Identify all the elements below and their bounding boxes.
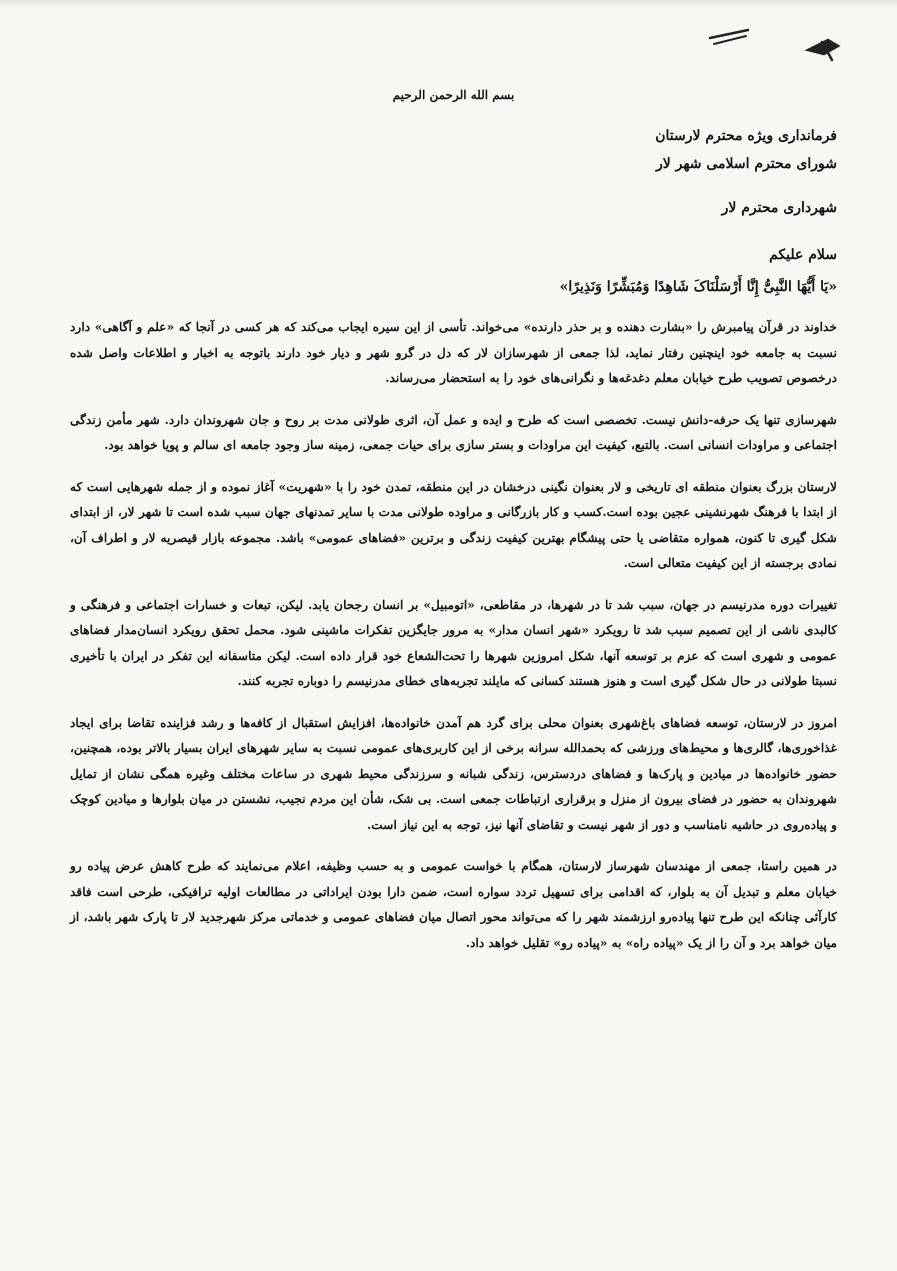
handwritten-mark [700, 20, 850, 70]
recipient-municipality: شهرداری محترم لار [721, 200, 837, 216]
paragraph-4: تغییرات دوره مدرنیسم در جهان، سبب شد تا در شهرها، در مقاطعی، «اتومبیل» بر انسان رجحان یابد. لیکن، تبعات و خسارات اجتماعی و فرهنگی و کالبدی ناشی از این تصمیم سبب شد تا رویکرد «شهر انسان مدار» به مرور جایگزین تفکرات ماشینی شود. محمل تحقق رویکرد انسان‌مدار فضاهای عمومی و شهری است که عزم بر توسعه آنها، شکل امروزین شهرها را تحت‌الشعاع خود قرار داده است. لیکن متاسفانه این تفکر در ایران با تأخیری نسبتا طولانی در حال شکل گیری است و هنوز هستند کسانی که مایلند تجربه‌های خطای مدرنیسم را دوباره تجربه کنند. [70, 597, 837, 688]
quran-verse: «یَا أَیُّهَا النَّبِیُّ إِنَّا أَرْسَلْنَاکَ شَاهِدًا وَمُبَشِّرًا وَنَذِیرًا» [559, 279, 837, 295]
greeting: سلام علیکم [769, 247, 837, 263]
paragraph-1: خداوند در قرآن پیامبرش را «بشارت دهنده و بر حذر دارنده» می‌خواند. تأسی از این سیره ایجاب می‌کند که هر کسی در آنجا که «علم و آگاهی» دارد نسبت به جامعه خود اینچنین رفتار نماید، لذا جمعی از شهرسازان لار که دل در گرو شهر و دیار خود دارند باتوجه به اخبار و اطلاعات واصل شده درخصوص تصویب طرح خیابان معلم دغدغه‌ها و نگرانی‌های خود را به استحضار می‌رساند. [70, 320, 837, 385]
paper-top-edge [0, 0, 897, 8]
letter-body [70, 88, 837, 1251]
recipient-governorate: فرمانداری ویژه محترم لارستان [655, 128, 837, 144]
paragraph-6: در همین راستا، جمعی از مهندسان شهرساز لارستان، همگام با خواست عمومی و به حسب وظیفه، اعلام می‌نمایند که طرح کاهش عرض پیاده رو خیابان معلم و تبدیل آن به بلوار، که اقدامی برای تسهیل تردد سواره است، ضمن دارا بودن ایراداتی در مطالعات اولیه ترافیکی، طرحی است فاقد کارآئی چنانکه این طرح تنها پیاده‌رو ارزشمند شهر را که می‌تواند محور اتصال میان فضاهای عمومی و خدماتی مرکز شهرجدید لار تا پارک شهر باشد، از میان خواهد برد و آن را از یک «پیاده راه» به «پیاده رو» تقلیل خواهد داد. [70, 859, 837, 950]
paragraph-3: لارستان بزرگ بعنوان منطقه ای تاریخی و لار بعنوان نگینی درخشان در این منطقه، تمدن خود را با «شهریت» آغاز نموده و از جمله شهرهایی است که از ابتدا با فرهنگ شهرنشینی عجین بوده است.کسب و کار بازرگانی و مراوده طولانی مدت با سایر تمدنهای جهان سبب شده است تا شهر لار، از ابتدای شکل گیری تا کنون، همواره متقاضی یا حتی پیشگام بهترین کیفیت زندگی و برترین «فضاهای عمومی» باشد. مجموعه بازار قیصریه لار و اطراف آن، نمادی برجسته از این کیفیت متعالی است. [70, 479, 837, 570]
basmala-heading: بسم الله الرحمن الرحیم [392, 88, 515, 102]
recipient-city-council: شورای محترم اسلامی شهر لار [655, 156, 837, 172]
paragraph-2: شهرسازی تنها یک حرفه-دانش نیست. تخصصی است که طرح و ایده و عمل آن، اثری طولانی مدت بر روح و جان شهروندان دارد. شهر مأمن زندگی اجتماعی و مراودات انسانی است. بالتبع، کیفیت این مراودات و بستر سازی برای حیات جمعی، زمینه ساز وجود جامعه ای سالم و پویا خواهد بود. [70, 412, 837, 452]
paragraph-5: امروز در لارستان، توسعه فضاهای باغ‌شهری بعنوان محلی برای گرد هم آمدن خانواده‌ها، افزایش استقبال از کافه‌ها و رشد فزاینده تقاضا برای ایجاد غذاخوری‌ها، گالری‌ها و محیط‌های ورزشی که بحمدالله سرانه برخی از این کاربری‌های عمومی نسبت به سایر شهرهای ایران بسیار بالاتر بوده، همچنین، حضور خانواده‌ها در میادین و پارک‌ها و فضاهای دردسترس، زندگی شبانه و سرزندگی محیط شهری در ساعات مختلف وغیره همگی نشان از تمایل شهروندان به حضور در فضای بیرون از منزل و برقراری ارتباطات جمعی است. بی شک، شأن این مردم نجیب، نشستن در میان بلوارها و میادین کوچک و پیاده‌روی در حاشیه نامناسب و دور از شهر نیست و تقاضای آنها نیز، توجه به این نیاز است. [70, 715, 837, 832]
